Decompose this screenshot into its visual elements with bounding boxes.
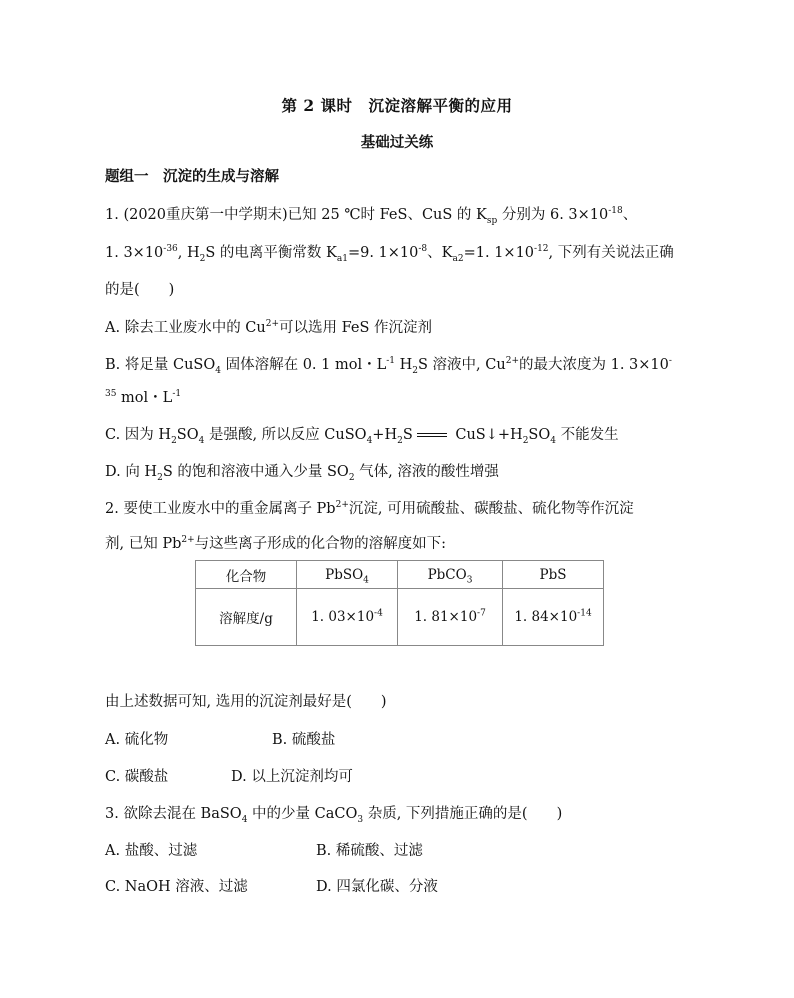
equals-sign (417, 433, 447, 437)
q1-option-d: D. 向 $H_2S$ 的饱和溶液中通入少量 $SO_2$ 气体, 溶液的酸性增强 (105, 464, 499, 483)
table-header-row (196, 561, 604, 589)
q1-option-c: C. 因为 $H_2SO_4$ 是强酸, 所以反应 $CuSO_4+H_2S$ $CuS↓+H_2SO_4$ 不能发生 (105, 427, 619, 446)
q1-line-1: 1. (2020重庆第一中学期末)已知 25 ℃时 FeS、CuS 的 $K_{sp}$ 分别为 6. $3\times 10^{-18}$、 (105, 206, 638, 226)
q1-option-b-cont: $^{35}$ mol・$L^{-1}$ (105, 389, 182, 406)
q2-option-b: B. 硫酸盐 (272, 732, 336, 748)
table-header-cell: PbCO$_3$ (398, 561, 503, 589)
q1-line-2: 1. $3\times 10^{-36}$, $H_2S$ 的电离平衡常数 $K_{a1}=9$. $1\times 10^{-8}$、$K_{a2}=1$. $1\times 10^{-12}$, 下列有关说法正确 (105, 244, 674, 264)
table-header-cell: 化合物 (196, 561, 297, 589)
section-subtitle: 基础过关练 (360, 134, 434, 151)
q1-line-3: 的是( ) (105, 282, 175, 298)
solubility-table (195, 560, 604, 646)
q2-line-1: 2. 要使工业废水中的重金属离子 $Pb^{2+}$沉淀, 可用硫酸盐、碳酸盐、硫化物等作沉淀 (105, 500, 634, 517)
q3-option-a: A. 盐酸、过滤 (105, 843, 198, 859)
table-header-cell: PbS (503, 561, 604, 589)
q2-line-2: 剂, 已知 $Pb^{2+}$与这些离子形成的化合物的溶解度如下: (105, 535, 447, 552)
q2-option-a: A. 硫化物 (105, 732, 169, 748)
table-cell: 溶解度/g (196, 589, 297, 646)
q3-stem: 3. 欲除去混在 BaSO$_4$ 中的少量 CaCO$_3$ 杂质, 下列措施正确的是( ) (105, 806, 563, 825)
table-header-cell: PbSO$_4$ (297, 561, 398, 589)
page-title: 第 2 课时 沉淀溶解平衡的应用 (281, 96, 513, 115)
q2-stem: 由上述数据可知, 选用的沉淀剂最好是( ) (105, 694, 387, 710)
q2-option-c: C. 碳酸盐 (105, 769, 169, 785)
group-1-title: 题组一 沉淀的生成与溶解 (105, 168, 279, 185)
table-cell: 1. $81\times 10^{-7}$ (398, 589, 503, 646)
q1-option-a: A. 除去工业废水中的 $Cu^{2+}$可以选用 FeS 作沉淀剂 (105, 319, 433, 336)
table-cell: 1. $84\times 10^{-14}$ (503, 589, 604, 646)
q3-option-b: B. 稀硫酸、过滤 (316, 843, 423, 859)
q1-option-b: B. 将足量 CuSO$_4$ 固体溶解在 0. 1 mol・$L^{-1}$ $H_2S$ 溶液中, $Cu^{2+}$的最大浓度为 1. 3×10- (105, 356, 672, 376)
table-cell: 1. $03\times 10^{-4}$ (297, 589, 398, 646)
table-row (196, 589, 604, 646)
q3-option-d: D. 四氯化碳、分液 (316, 879, 438, 895)
q2-option-d: D. 以上沉淀剂均可 (231, 769, 353, 785)
q3-option-c: C. NaOH 溶液、过滤 (105, 879, 248, 895)
